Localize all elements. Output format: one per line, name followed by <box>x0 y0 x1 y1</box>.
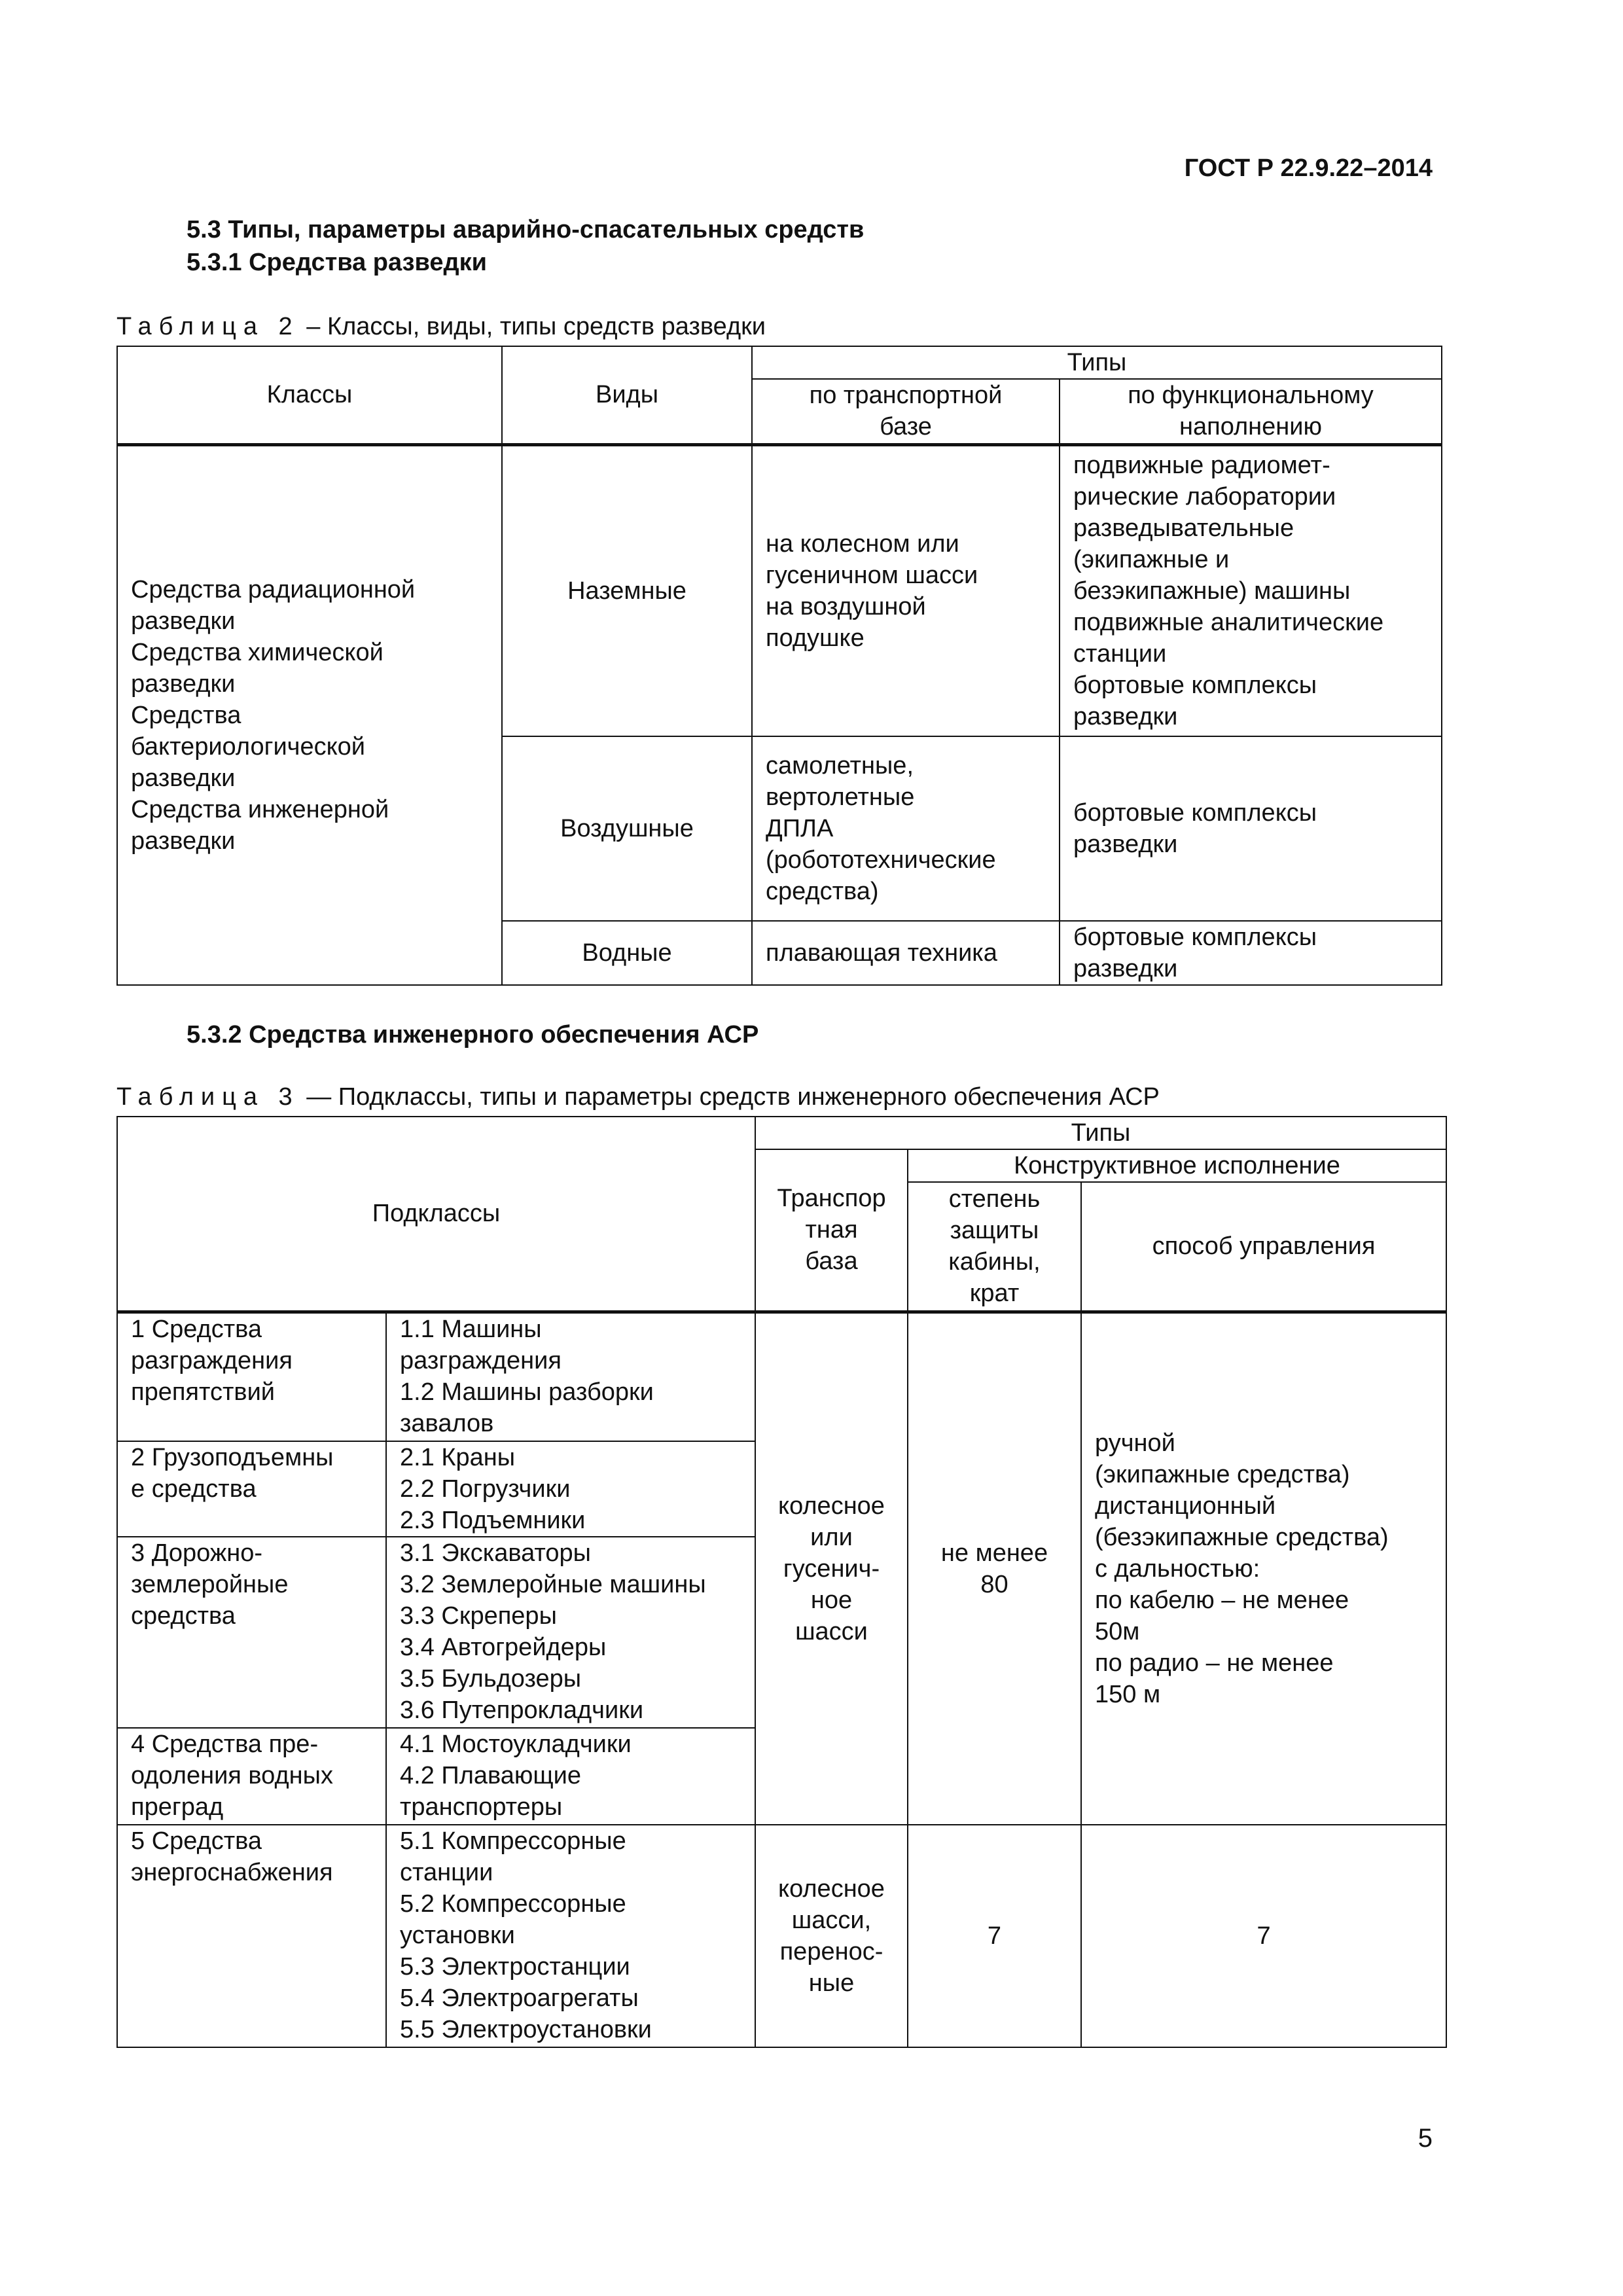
table2-caption <box>116 313 766 341</box>
section-heading-5-3-1: 5.3.1 Средства разведки <box>187 249 487 276</box>
t3-control-a: ручной (экипажные средства) дистанционный (безэкипажные средства) с дальностью: по кабелю – не менее 50м по радио – не менее 150 м <box>1081 1312 1446 1825</box>
t3-header-control: способ управления <box>1081 1182 1446 1312</box>
t2-header-transport: по транспортной базе <box>752 379 1060 444</box>
t3-header-transport: Транспор тная база <box>755 1149 908 1312</box>
t3-group-3-items: 3.1 Экскаваторы 3.2 Землеройные машины 3.3 Скреперы 3.4 Автогрейдеры 3.5 Бульдозеры 3.6 Путепрокладчики <box>386 1537 755 1728</box>
page-number: 5 <box>1418 2124 1433 2153</box>
t3-group-4-name: 4 Средства пре- одоления водных преград <box>117 1728 386 1825</box>
t2-transport-water: плавающая техника <box>752 921 1060 985</box>
t3-group-3-name: 3 Дорожно- землеройные средства <box>117 1537 386 1728</box>
t3-group-2-name: 2 Грузоподъемны е средства <box>117 1441 386 1537</box>
t3-control-b: 7 <box>1081 1825 1446 2047</box>
t3-protection-b: 7 <box>908 1825 1081 2047</box>
t3-group-1-items: 1.1 Машины разграждения 1.2 Машины разборки завалов <box>386 1312 755 1441</box>
table2-caption-label: Таблица 2 <box>116 313 300 340</box>
table2-caption-text: – Классы, виды, типы средств разведки <box>306 313 766 340</box>
table-2 <box>116 346 1442 986</box>
standard-number: ГОСТ Р 22.9.22–2014 <box>1184 154 1433 182</box>
t3-group-5-items: 5.1 Компрессорные станции 5.2 Компрессорные установки 5.3 Электростанции 5.4 Электроагрегаты 5.5 Электроустановки <box>386 1825 755 2047</box>
t2-kind-water: Водные <box>502 921 752 985</box>
t2-transport-ground: на колесном или гусеничном шасси на воздушной подушке <box>752 444 1060 736</box>
t3-header-protection: степень защиты кабины, крат <box>908 1182 1081 1312</box>
table3-caption-text: — Подклассы, типы и параметры средств инженерного обеспечения АСР <box>306 1083 1160 1111</box>
t2-header-types: Типы <box>752 346 1442 379</box>
t3-header-subclasses: Подклассы <box>117 1117 755 1312</box>
t2-functional-ground: подвижные радиомет- рические лаборатории разведывательные (экипажные и безэкипажные) машины подвижные аналитические станции бортовые комплексы разведки <box>1060 444 1442 736</box>
t2-transport-air: самолетные, вертолетные ДПЛА (робототехнические средства) <box>752 736 1060 921</box>
table-3 <box>116 1116 1447 2048</box>
t3-group-5-name: 5 Средства энергоснабжения <box>117 1825 386 2047</box>
t3-transport-b: колесное шасси, перенос- ные <box>755 1825 908 2047</box>
t3-header-types: Типы <box>755 1117 1446 1149</box>
t3-group-4-items: 4.1 Мостоукладчики 4.2 Плавающие транспортеры <box>386 1728 755 1825</box>
t2-functional-water: бортовые комплексы разведки <box>1060 921 1442 985</box>
table3-caption-label: Таблица 3 <box>116 1083 300 1111</box>
t3-group-2-items: 2.1 Краны 2.2 Погрузчики 2.3 Подъемники <box>386 1441 755 1537</box>
t2-kind-air: Воздушные <box>502 736 752 921</box>
t2-header-functional: по функциональному наполнению <box>1060 379 1442 444</box>
t2-kind-ground: Наземные <box>502 444 752 736</box>
t2-classes-cell: Средства радиационной разведки Средства химической разведки Средства бактериологической разведки Средства инженерной разведки <box>117 444 502 985</box>
t2-header-classes: Классы <box>117 346 502 444</box>
table3-caption <box>116 1083 1160 1111</box>
t3-group-1-name: 1 Средства разграждения препятствий <box>117 1312 386 1441</box>
t3-transport-a: колесное или гусенич- ное шасси <box>755 1312 908 1825</box>
t2-header-kinds: Виды <box>502 346 752 444</box>
section-heading-5-3-2: 5.3.2 Средства инженерного обеспечения АСР <box>187 1021 759 1049</box>
section-heading-5-3: 5.3 Типы, параметры аварийно-спасательных средств <box>187 216 865 243</box>
t3-protection-a: не менее 80 <box>908 1312 1081 1825</box>
t3-header-design: Конструктивное исполнение <box>908 1149 1446 1182</box>
t2-functional-air: бортовые комплексы разведки <box>1060 736 1442 921</box>
